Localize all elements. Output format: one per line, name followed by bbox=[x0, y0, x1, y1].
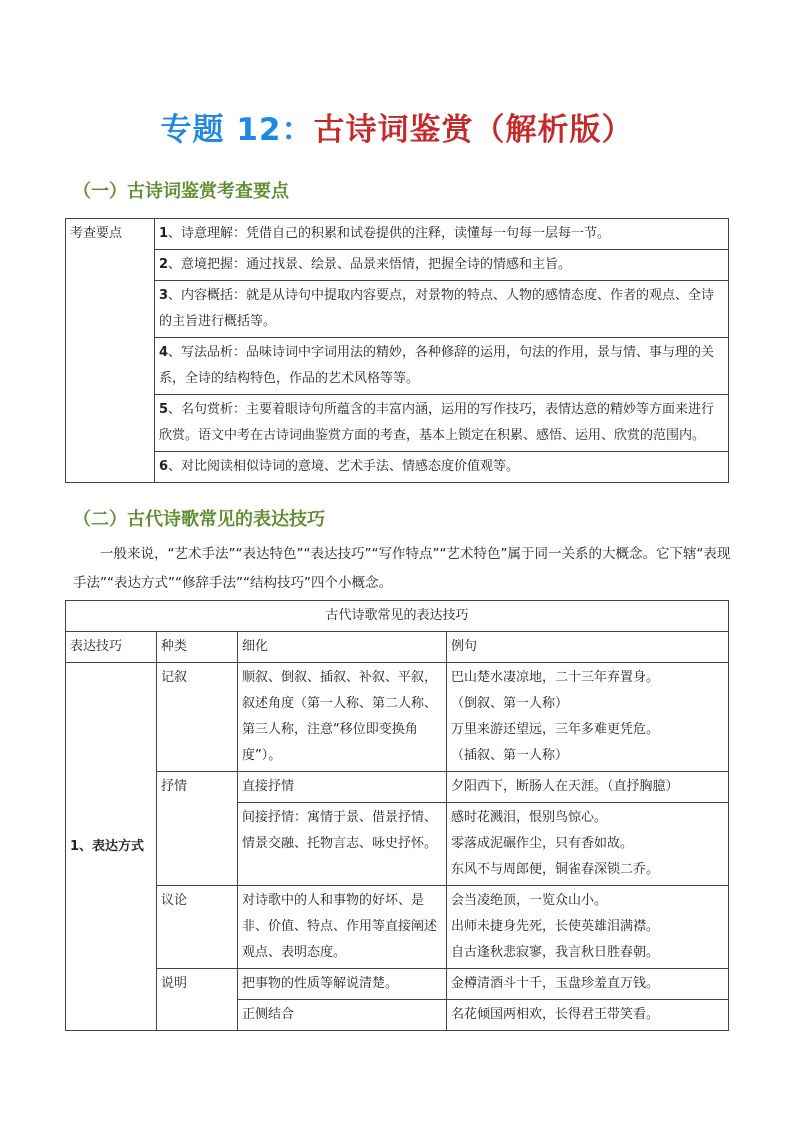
column-header: 细化 bbox=[238, 632, 447, 663]
kind-cell: 记叙 bbox=[157, 663, 238, 772]
column-header: 表达技巧 bbox=[66, 632, 157, 663]
section-heading-2: （二）古代诗歌常见的表达技巧 bbox=[73, 509, 325, 530]
detail-cell: 对诗歌中的人和事物的好坏、是非、价值、特点、作用等直接阐述观点、表明态度。 bbox=[238, 886, 447, 969]
kind-cell: 议论 bbox=[157, 886, 238, 969]
column-header: 种类 bbox=[157, 632, 238, 663]
intro-paragraph: 一般来说，“艺术手法”“表达特色”“表达技巧”“写作特点”“艺术特色”属于同一关系的大概念。它下辖“表现手法”“表达方式”“修辞手法”“结构技巧”四个小概念。 bbox=[73, 546, 731, 591]
page-title bbox=[0, 104, 794, 149]
example-cell: 金樽清酒斗十千，玉盘珍羞直万钱。 bbox=[447, 969, 729, 1000]
example-cell: 夕阳西下，断肠人在天涯。（直抒胸臆） bbox=[447, 772, 729, 803]
exam-point-item: 1、诗意理解：凭借自己的积累和试卷提供的注释，读懂每一句每一层每一节。 bbox=[155, 219, 729, 250]
title-prefix: 专题 12： bbox=[160, 112, 314, 148]
exam-point-item: 3、内容概括：就是从诗句中提取内容要点，对景物的特点、人物的感情态度、作者的观点、全诗的主旨进行概括等。 bbox=[155, 281, 729, 338]
example-cell: 巴山楚水凄凉地，二十三年弃置身。 （倒叙、第一人称） 万里来游还望远，三年多难更凭危。 （插叙、第一人称） bbox=[447, 663, 729, 772]
column-header: 例句 bbox=[447, 632, 729, 663]
exam-point-item: 6、对比阅读相似诗词的意境、艺术手法、情感态度价值观等。 bbox=[155, 452, 729, 483]
technique-group: 1、表达方式 bbox=[66, 663, 157, 1031]
detail-cell: 把事物的性质等解说清楚。 bbox=[238, 969, 447, 1000]
expression-techniques-table bbox=[65, 600, 729, 1031]
exam-point-item: 4、写法品析：品味诗词中字词用法的精妙，各种修辞的运用，句法的作用，景与情、事与理的关系，全诗的结构特色，作品的艺术风格等等。 bbox=[155, 338, 729, 395]
exam-point-item: 2、意境把握：通过找景、绘景、品景来悟情，把握全诗的情感和主旨。 bbox=[155, 250, 729, 281]
kind-cell: 说明 bbox=[157, 969, 238, 1031]
detail-cell: 正侧结合 bbox=[238, 1000, 447, 1031]
section-heading-1: （一）古诗词鉴赏考查要点 bbox=[73, 181, 289, 202]
detail-cell: 顺叙、倒叙、插叙、补叙、平叙，叙述角度（第一人称、第二人称、第三人称，注意“移位即变换角度”）。 bbox=[238, 663, 447, 772]
exam-points-table bbox=[65, 218, 729, 483]
detail-cell: 间接抒情：寓情于景、借景抒情、情景交融、托物言志、咏史抒怀。 bbox=[238, 803, 447, 886]
example-cell: 会当凌绝顶，一览众山小。 出师未捷身先死，长使英雄泪满襟。 自古逢秋悲寂寥，我言秋日胜春朝。 bbox=[447, 886, 729, 969]
example-cell: 感时花溅泪，恨别鸟惊心。 零落成泥碾作尘，只有香如故。 东风不与周郎便，铜雀春深锁二乔。 bbox=[447, 803, 729, 886]
exam-point-item: 5、名句赏析：主要着眼诗句所蕴含的丰富内涵，运用的写作技巧，表情达意的精妙等方面来进行欣赏。语文中考在古诗词曲鉴赏方面的考查，基本上锁定在积累、感悟、运用、欣赏的范围内。 bbox=[155, 395, 729, 452]
detail-cell: 直接抒情 bbox=[238, 772, 447, 803]
example-cell: 名花倾国两相欢，长得君王带笑看。 bbox=[447, 1000, 729, 1031]
kind-cell: 抒情 bbox=[157, 772, 238, 886]
title-main: 古诗词鉴赏（解析版） bbox=[313, 112, 634, 148]
exam-points-label: 考查要点 bbox=[66, 219, 155, 483]
table-caption: 古代诗歌常见的表达技巧 bbox=[66, 601, 729, 632]
